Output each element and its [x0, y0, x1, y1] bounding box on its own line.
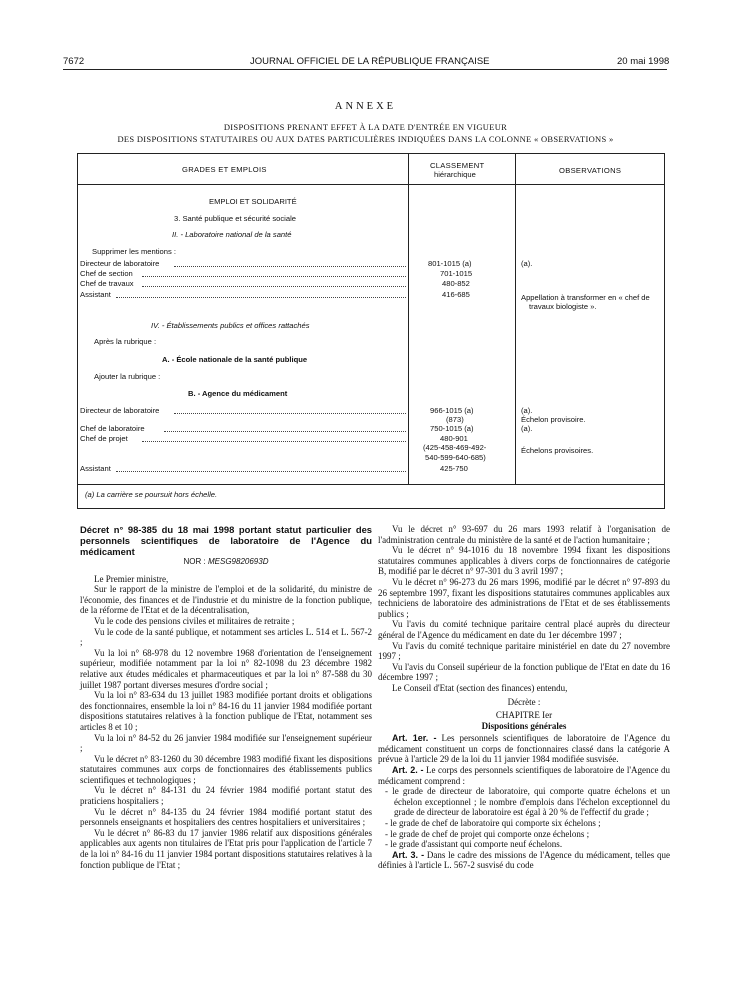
leader-dots [142, 286, 406, 287]
ajouter-label: Ajouter la rubrique : [94, 372, 161, 381]
grade-label: Chef de travaux [80, 279, 134, 288]
paragraph: Le Conseil d'Etat (section des finances) entendu, [392, 682, 568, 693]
table-footnote: (a) La carrière se poursuit hors échelle. [85, 490, 218, 499]
grade-label: Chef de laboratoire [80, 424, 145, 433]
header-observations: OBSERVATIONS [559, 166, 622, 175]
rubrique-a: A. - École nationale de la santé publique [162, 355, 308, 364]
annexe-title: ANNEXE [334, 101, 397, 112]
journal-title: JOURNAL OFFICIEL DE LA RÉPUBLIQUE FRANÇAISE [250, 56, 490, 67]
grade-label: Assistant [80, 464, 111, 473]
paragraph: Vu le code des pensions civiles et militaires de retraite ; [94, 615, 295, 626]
article-1-text: Les personnels scientifiques de laboratoire de l'Agence du médicament constituent un corps de fonctionnaires classé dans la catégorie A prévue à l'article 29 de la loi du 11 janvier 1984 modifiée susvisée. [378, 733, 670, 765]
article-3 [378, 850, 670, 871]
leader-dots [174, 413, 406, 414]
article-2-item: - le grade de chef de projet qui comporte onze échelons ; [385, 828, 590, 839]
paragraph: Vu le décret n° 93-697 du 26 mars 1993 relatif à l'organisation de l'administration centrale du ministère de la santé et de l'action humanitaire ; [378, 524, 670, 545]
supprimer-label: Supprimer les mentions : [92, 247, 176, 256]
paragraph: Vu la loi n° 68-978 du 12 novembre 1968 d'orientation de l'enseignement supérieur, modifiée notamment par la loi n° 82-1098 du 23 décembre 1982 relative aux études médicales et pharmaceutiques et par la loi n° 87-588 du 30 juillet 1987 portant diverses mesures d'ordre social ; [80, 647, 372, 690]
column-divider [515, 154, 516, 484]
grade-label: Directeur de laboratoire [80, 406, 160, 415]
column-divider [408, 154, 409, 484]
classement-value: 540-599-640-685) [425, 453, 486, 462]
classement-value: (425-458-469-492- [423, 443, 487, 452]
ministry-heading: EMPLOI ET SOLIDARITÉ [209, 197, 297, 206]
observation-text: (a). [521, 259, 533, 268]
issue-date: 20 mai 1998 [617, 56, 670, 67]
article-2-text: Le corps des personnels scientifiques de laboratoire de l'Agence du médicament comprend : [378, 765, 670, 786]
paragraph: Vu le décret n° 96-273 du 26 mars 1996, modifié par le décret n° 97-893 du 26 septembre 1997, fixant les dispositions statutaires communes applicables aux techniciens de laboratoire des administrations de l'Etat et de ses établissements publics ; [378, 576, 670, 619]
paragraph: Vu le décret n° 94-1016 du 18 novembre 1994 fixant les dispositions statutaires communes applicables à divers corps de fonctionnaires de catégorie B, modifié par le décret n° 97-301 du 3 avril 1997 ; [378, 545, 670, 577]
apres-label: Après la rubrique : [94, 337, 157, 346]
header-classement-sub: hiérarchique [434, 170, 476, 179]
article-1-tag: Art. 1er. - [392, 733, 437, 744]
classement-value: 750-1015 (a) [430, 424, 474, 433]
annexe-subtitle-2: DES DISPOSITIONS STATUTAIRES OU AUX DATES PARTICULIÈRES INDIQUÉES DANS LA COLONNE « OBSERVATIONS » [117, 134, 614, 144]
article-3-tag: Art. 3. - [392, 849, 425, 860]
article-2-item: - le grade de chef de laboratoire qui comporte six échelons ; [385, 818, 601, 829]
observation-text: (a). [521, 424, 533, 433]
article-3-text: Dans le cadre des missions de l'Agence du médicament, telles que définies à l'article L. 567-2 susvisé du code [378, 849, 671, 871]
paragraph: Le Premier ministre, [94, 573, 169, 584]
paragraph: Vu la loi n° 84-52 du 26 janvier 1984 modifiée sur l'enseignement supérieur ; [80, 732, 372, 754]
nor-label: NOR : [183, 557, 206, 566]
annexe-subtitle-1: DISPOSITIONS PRENANT EFFET À LA DATE D'ENTRÉE EN VIGUEUR [223, 122, 508, 132]
header-classement: CLASSEMENT [430, 161, 485, 170]
decret-title: Décret n° 98-385 du 18 mai 1998 portant statut particulier des personnels scientifiques de laboratoire de l'Agence du médicament [80, 524, 372, 557]
article-2-item: - le grade de directeur de laboratoire, qui comporte quatre échelons et un échelon exceptionnel ; le nombre d'emplois dans l'échelon exceptionnel du grade de directeur de laboratoire est égal à 20 % de l'effectif du grade ; [385, 786, 670, 818]
leader-dots [116, 297, 406, 298]
paragraph: Vu le décret n° 84-135 du 24 février 1984 modifié portant statut des personnels enseignants et hospitaliers des centres hospitaliers et universitaires ; [80, 806, 372, 828]
classement-value: 425-750 [440, 464, 468, 473]
paragraph: Sur le rapport de la ministre de l'emploi et de la solidarité, du ministre de l'économie, des finances et de l'industrie et du ministre de la fonction publique, de la réforme de l'Etat et de la décentralisation, [80, 584, 372, 616]
nor-reference [80, 557, 372, 568]
observation-text: Échelon provisoire. [521, 415, 586, 424]
leader-dots [174, 266, 406, 267]
part-ii-heading: II. - Laboratoire national de la santé [172, 230, 292, 239]
header-grades: GRADES ET EMPLOIS [182, 165, 267, 174]
observation-text: Échelons provisoires. [521, 446, 594, 455]
chapter-number: CHAPITRE Ier [495, 710, 553, 721]
article-2-item: - le grade d'assistant qui comporte neuf échelons. [385, 839, 563, 850]
observation-text: Appellation à transformer en « chef de [521, 293, 650, 302]
header-rule [63, 69, 667, 70]
header-rule [78, 184, 664, 185]
classement-value: 801-1015 (a) [428, 259, 472, 268]
subsection-heading: 3. Santé publique et sécurité sociale [174, 214, 297, 223]
annexe-table [77, 153, 665, 509]
leader-dots [142, 276, 406, 277]
grade-label: Assistant [80, 290, 111, 299]
footnote-rule [78, 484, 664, 485]
nor-code: MESG9820693D [207, 557, 269, 566]
grade-label: Chef de section [80, 269, 133, 278]
article-2-tag: Art. 2. - [392, 765, 424, 776]
classement-value: (873) [446, 415, 464, 424]
chapter-title: Dispositions générales [481, 720, 567, 731]
observation-text: travaux biologiste ». [529, 302, 597, 311]
classement-value: 480-852 [442, 279, 470, 288]
classement-value: 966-1015 (a) [430, 406, 474, 415]
paragraph: Vu le décret n° 84-131 du 24 février 1984 modifié portant statut des praticiens hospitaliers ; [80, 785, 372, 807]
leader-dots [116, 471, 406, 472]
article-2 [378, 765, 670, 786]
classement-value: 701-1015 [440, 269, 473, 278]
paragraph: Vu le décret n° 83-1260 du 30 décembre 1983 modifié fixant les dispositions statutaires communes aux corps de fonctionnaires des établissements publics scientifiques et technologiques ; [80, 753, 372, 785]
paragraph: Vu le code de la santé publique, et notamment ses articles L. 514 et L. 567-2 ; [80, 626, 372, 648]
paragraph: Vu l'avis du comité technique paritaire ministériel en date du 27 novembre 1997 ; [378, 640, 670, 662]
decret-right-column [378, 524, 670, 871]
page-number: 7672 [63, 56, 85, 67]
grade-label: Directeur de laboratoire [80, 259, 160, 268]
paragraph: Vu la loi n° 83-634 du 13 juillet 1983 modifiée portant droits et obligations des fonctionnaires, ensemble la loi n° 84-16 du 11 janvier 1984 modifiée portant dispositions statutaires relatives à la fonction publique de l'Etat, notamment ses articles 8 et 10 ; [80, 690, 372, 732]
paragraph: Vu l'avis du Conseil supérieur de la fonction publique de l'Etat en date du 16 décembre 1997 ; [378, 661, 670, 683]
part-iv-heading: IV. - Établissements publics et offices rattachés [151, 321, 310, 330]
paragraph: Vu le décret n° 86-83 du 17 janvier 1986 relatif aux dispositions générales applicables aux agents non titulaires de l'Etat pris pour l'application de l'article 7 de la loi n° 84-16 du 11 janvier 1984 portant dispositions statutaires relatives à la fonction publique de l'Etat ; [80, 827, 372, 870]
decrete-line: Décrète : [507, 696, 541, 707]
classement-value: 416-685 [442, 290, 470, 299]
article-1 [378, 733, 670, 765]
observation-text: (a). [521, 406, 533, 415]
leader-dots [164, 431, 406, 432]
classement-value: 480-901 [440, 434, 468, 443]
decret-left-column [80, 524, 372, 870]
leader-dots [142, 441, 406, 442]
paragraph: Vu l'avis du comité technique paritaire central placé auprès du directeur général de l'Agence du médicament en date du 1er décembre 1997 ; [378, 619, 670, 640]
grade-label: Chef de projet [80, 434, 128, 443]
rubrique-b: B. - Agence du médicament [188, 389, 288, 398]
